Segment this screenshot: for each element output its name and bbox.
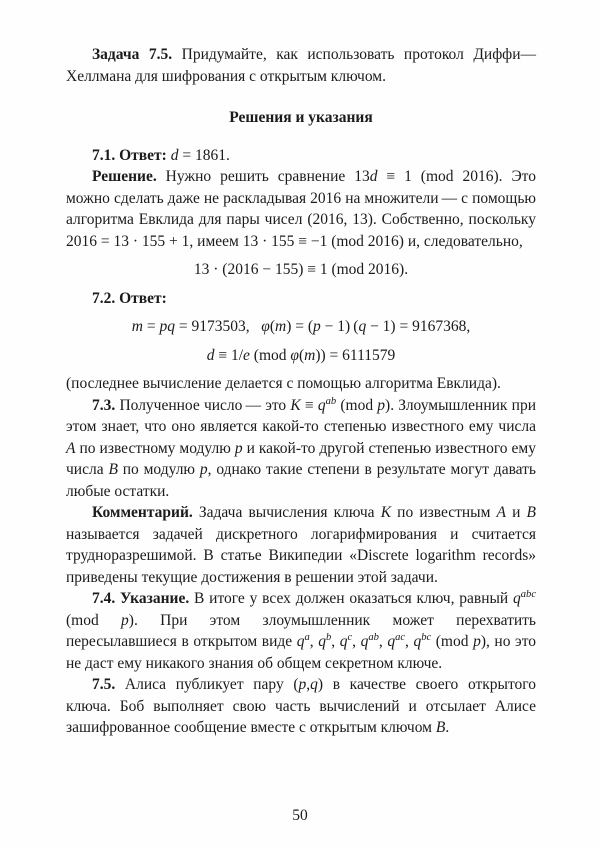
paragraph [66, 674, 536, 739]
text-segment: ≡ 1 (mod 2016). Это можно сделать даже не раскладывая 2016 на множители — с помощью алгоритма Евклида для пары чисел (2016, 13). Собственно, поскольку 2016 = 13 · 155 + 1, имеем 13 · 155 ≡ −1 (mod 2016) и, следовательно, [66, 168, 536, 250]
text-segment: abc [520, 588, 536, 600]
text-segment: A [496, 504, 506, 521]
text-segment: по известным [391, 504, 497, 521]
math-display [66, 259, 536, 281]
text-segment: p [199, 461, 208, 478]
text-segment: p [234, 439, 243, 457]
text-segment: , [331, 633, 340, 650]
paragraph [66, 502, 536, 588]
text-segment: ). При этом злоумышленник может перехватить пересылавшиеся в открытом виде [66, 611, 537, 650]
text-segment: и какой-то другой степенью известного ему числа [66, 439, 536, 478]
text-segment: K [380, 504, 392, 521]
text-segment: , [352, 633, 361, 650]
page-content [66, 44, 536, 739]
text-segment: ) = ( [286, 318, 314, 335]
text-segment: p [377, 396, 386, 414]
text-segment: − 1) ( [320, 318, 359, 335]
text-segment: 7.3. [92, 396, 116, 414]
text-segment: a [304, 631, 310, 643]
text-segment: (последнее вычисление делается с помощью алгоритма Евклида). [66, 375, 501, 392]
text-segment: Комментарий. [92, 504, 193, 521]
text-segment: B [435, 719, 446, 736]
text-segment: K [290, 396, 301, 414]
text-segment: − 1) = 9167368, [366, 318, 471, 335]
text-segment: )) = 6111579 [315, 346, 396, 364]
text-segment: (mod [431, 633, 474, 650]
text-segment: m [304, 346, 316, 364]
text-segment: m [131, 318, 143, 335]
math-display [66, 345, 536, 367]
text-segment: по модулю [117, 461, 200, 478]
text-segment: Решение. [92, 168, 157, 185]
text-segment: φ [261, 318, 270, 335]
text-segment: ( [298, 346, 305, 364]
text-segment: e [243, 346, 250, 364]
text-segment: (mod [336, 396, 378, 414]
text-segment: p [298, 676, 307, 693]
text-segment: , [405, 633, 414, 650]
text-segment: и [506, 504, 527, 521]
text-segment: Решения и указания [229, 109, 373, 126]
text-segment: q [310, 676, 318, 693]
text-segment: d [369, 168, 378, 185]
paragraph [66, 44, 536, 87]
text-segment: ). Злоумышленник при этом знает, что оно является какой-то степенью известного ему числа [66, 396, 536, 435]
text-segment: p [473, 633, 481, 650]
text-segment: A [66, 439, 76, 457]
paragraph [66, 373, 536, 395]
paragraph [66, 395, 536, 503]
text-segment: ( [269, 318, 275, 335]
text-segment: Алиса публикует пару ( [115, 676, 299, 693]
text-segment: , [309, 633, 319, 650]
text-segment: q [339, 633, 348, 650]
text-segment: по известному модулю [75, 439, 235, 457]
text-segment: B [526, 504, 537, 521]
section-heading [66, 107, 536, 129]
text-segment: q [318, 633, 326, 650]
text-segment: 7.1. Ответ: [92, 146, 171, 164]
text-segment: Придумайте, как использовать протокол Диффи—Хеллмана для шифрования с открытым ключом. [66, 46, 536, 85]
page-number: 50 [292, 807, 308, 824]
text-segment: В итоге у всех должен оказаться ключ, равный [189, 590, 514, 607]
text-segment: q [317, 396, 326, 414]
text-segment: ≡ 1/ [214, 346, 244, 364]
text-segment: ≡ [300, 396, 318, 414]
text-segment: 7.4. Указание. [92, 590, 190, 607]
text-segment: 7.2. Ответ: [92, 289, 167, 307]
text-segment: Задача вычисления ключа [192, 504, 381, 521]
text-segment: ), но это не даст ему никакого знания об общем секретном ключе. [66, 633, 537, 672]
text-segment: , [306, 676, 311, 693]
text-segment: = 1861. [178, 146, 230, 164]
text-segment: q [360, 633, 369, 650]
text-segment: = 9173503, [174, 318, 262, 335]
text-segment: ab [368, 631, 379, 643]
text-segment: . [445, 719, 450, 736]
text-segment: ab [325, 395, 337, 407]
text-segment: q [413, 633, 422, 650]
text-segment: Задача 7.5. [92, 46, 173, 63]
text-segment: B [108, 461, 118, 478]
text-segment: ) в качестве своего открытого ключа. Боб выполняет свою часть вычислений и отсылает Алисе зашифрованное сообщение вместе с открытым ключом [66, 676, 537, 736]
text-segment: 13 · (2016 − 155) ≡ 1 (mod 2016). [193, 261, 409, 278]
text-segment: q [513, 590, 521, 607]
text-segment: q [358, 318, 367, 335]
text-segment: p [313, 318, 321, 335]
text-segment: c [347, 631, 353, 643]
paragraph [66, 166, 536, 252]
text-segment: p [121, 611, 129, 629]
text-segment: m [274, 318, 287, 335]
text-segment: , [378, 633, 388, 650]
text-segment: bc [421, 631, 432, 643]
text-segment: Полученное число — это [115, 396, 291, 414]
text-segment: Нужно решить сравнение 13 [156, 168, 370, 185]
math-display [66, 316, 536, 338]
text-segment: φ [290, 346, 299, 364]
text-segment: 7.5. [92, 676, 116, 693]
text-segment: = [142, 318, 160, 335]
text-segment: b [325, 631, 332, 643]
text-segment: (mod [249, 346, 291, 364]
text-segment: (mod [66, 611, 122, 629]
text-segment: d [170, 146, 179, 164]
paragraph [66, 588, 536, 674]
text-segment: q [387, 633, 396, 650]
text-segment: ac [395, 631, 406, 643]
paragraph [66, 145, 536, 167]
text-segment: называется задачей дискретного логарифмирования и считается трудноразрешимой. В статье Википедии «Discrete logarithm records» приведены текущие достижения в решении этой задачи. [66, 525, 536, 586]
text-segment: q [296, 633, 305, 650]
text-segment: , однако такие степени в результате могут давать любые остатки. [66, 461, 537, 500]
paragraph [66, 288, 536, 310]
text-segment: pq [159, 318, 175, 335]
text-segment: d [206, 346, 215, 364]
